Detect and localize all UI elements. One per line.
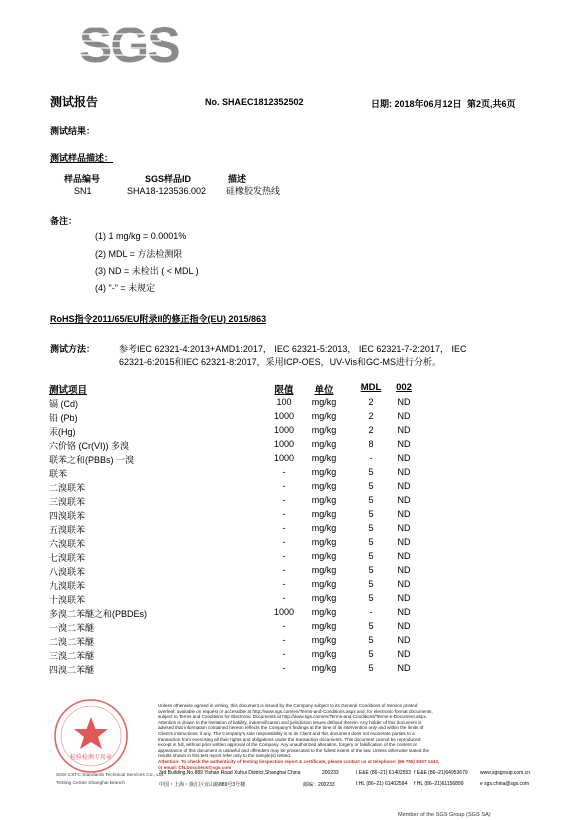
- table-row: [0, 411, 580, 424]
- results-label: 测试结果：: [50, 126, 96, 136]
- disclaimer-line: advised that information contained hereon reflects the Company's findings at the time of its intervention only and within the limits of: [158, 725, 424, 731]
- cell-limit: -: [282, 649, 286, 659]
- sample-id: SHA18-123536.002: [127, 186, 207, 196]
- cell-result: ND: [397, 649, 411, 659]
- cell-result: ND: [397, 411, 411, 421]
- cell-limit: -: [282, 523, 286, 533]
- table-row: [0, 439, 580, 452]
- table-row: [0, 425, 580, 438]
- table-row: [0, 607, 580, 620]
- cell-mdl: 5: [368, 593, 374, 603]
- cell-item: 三溴二苯醚: [49, 651, 95, 661]
- company-branch: Testing Center Shanghai Branch: [56, 781, 126, 786]
- disclaimer-line: Attention: To check the authenticity of testing /inspection report & certificate, please contact us at telephone: (86-755) 8307 1443,: [158, 758, 440, 764]
- cell-item: 联苯之和(PBBs) 一溴: [49, 455, 135, 465]
- cell-item: 十溴联苯: [49, 595, 86, 605]
- cell-result: ND: [397, 537, 411, 547]
- cell-unit: mg/kg: [311, 425, 337, 435]
- cell-limit: -: [282, 621, 286, 631]
- cell-result: ND: [397, 481, 411, 491]
- cell-limit: 1000: [273, 453, 295, 463]
- table-row: [0, 635, 580, 648]
- table-row: [0, 621, 580, 634]
- zip-en: 200233: [322, 770, 339, 776]
- sample-description: 硅橡胶发热线: [226, 186, 281, 196]
- cell-item: 多溴二苯醚之和(PBDEs): [49, 609, 148, 619]
- disclaimer-line: results shown in this test report refer only to the sample(s) tested.: [158, 753, 292, 759]
- cell-unit: mg/kg: [311, 607, 337, 617]
- cell-unit: mg/kg: [311, 551, 337, 561]
- table-row: [0, 453, 580, 466]
- cell-unit: mg/kg: [311, 467, 337, 477]
- sample-header-id: SGS样品ID: [145, 174, 192, 184]
- cell-limit: -: [282, 495, 286, 505]
- cell-result: ND: [397, 579, 411, 589]
- email-link[interactable]: e sgs.china@sgs.com: [480, 781, 529, 787]
- col-header-limit: 限值: [274, 385, 294, 396]
- cell-item: 四溴联苯: [49, 511, 86, 521]
- cell-result: ND: [397, 425, 411, 435]
- cell-result: ND: [397, 453, 411, 463]
- cell-unit: mg/kg: [311, 523, 337, 533]
- sample-header-number: 样品编号: [64, 174, 101, 184]
- cell-mdl: 5: [368, 565, 374, 575]
- col-header-unit: 单位: [314, 385, 334, 396]
- method-line: 参考IEC 62321-4:2013+AMD1:2017， IEC 62321-5:2013， IEC 62321-7-2:2017， IEC: [119, 344, 467, 354]
- cell-item: 四溴二苯醚: [49, 665, 95, 675]
- notes-label: 备注：: [50, 216, 78, 226]
- disclaimer-line: Attention is drawn to the limitation of liability, indemnification and jurisdiction issues defined therein. Any holder of this document is: [158, 719, 422, 725]
- cell-mdl: 5: [368, 467, 374, 477]
- cell-unit: mg/kg: [311, 565, 337, 575]
- sample-header-desc: 描述: [228, 174, 247, 184]
- cell-limit: -: [282, 579, 286, 589]
- cell-item: 镉 (Cd): [49, 399, 78, 409]
- table-row: [0, 565, 580, 578]
- method-label: 测试方法：: [50, 344, 96, 354]
- disclaimer-line: transaction from exercising all their rights and obligations under the transaction documents. This document cannot be reproduced: [158, 736, 421, 742]
- cell-mdl: 2: [368, 425, 374, 435]
- cell-result: ND: [397, 621, 411, 631]
- table-row: [0, 579, 580, 592]
- cell-unit: mg/kg: [311, 663, 337, 673]
- cell-unit: mg/kg: [311, 649, 337, 659]
- cell-unit: mg/kg: [311, 397, 337, 407]
- tel-en: t E&E (86–21) 61402553: [356, 770, 412, 776]
- cell-mdl: 8: [368, 439, 374, 449]
- cell-item: 八溴联苯: [49, 567, 86, 577]
- table-row: [0, 551, 580, 564]
- table-row: [0, 397, 580, 410]
- cell-mdl: 5: [368, 537, 374, 547]
- cell-item: 二溴联苯: [49, 483, 86, 493]
- cell-limit: -: [282, 509, 286, 519]
- cell-result: ND: [397, 551, 411, 561]
- report-title: 测试报告: [50, 95, 99, 109]
- sample-number: SN1: [74, 186, 92, 196]
- cell-result: ND: [397, 467, 411, 477]
- table-row: [0, 509, 580, 522]
- table-row: [0, 537, 580, 550]
- cell-result: ND: [397, 593, 411, 603]
- cell-unit: mg/kg: [311, 453, 337, 463]
- cell-unit: mg/kg: [311, 621, 337, 631]
- cell-item: 汞(Hg): [49, 427, 76, 437]
- cell-limit: -: [282, 481, 286, 491]
- cell-limit: 1000: [273, 411, 295, 421]
- disclaimer-block: [158, 703, 528, 770]
- address-cn: 中国・上海・徐汇区宜山路889号3号楼: [159, 782, 246, 788]
- cell-limit: 100: [276, 397, 292, 407]
- cell-item: 联苯: [49, 469, 68, 479]
- disclaimer-line: Client's instructions, if any. The Company's sole responsibility is to its Client and this document does not exonerate parties to a: [158, 730, 415, 736]
- table-row: [0, 523, 580, 536]
- table-row: [0, 663, 580, 676]
- sample-desc-label: 测试样品描述：: [50, 153, 114, 163]
- cell-result: ND: [397, 663, 411, 673]
- table-row: [0, 467, 580, 480]
- cell-limit: 1000: [273, 607, 295, 617]
- cell-limit: -: [282, 537, 286, 547]
- cell-limit: -: [282, 565, 286, 575]
- cell-mdl: -: [369, 453, 373, 463]
- cell-result: ND: [397, 509, 411, 519]
- report-date: 日期: 2018年06月12日: [371, 99, 462, 109]
- inspection-stamp: [52, 697, 130, 775]
- method-line: 62321-6:2015和IEC 62321-8:2017，采用ICP-OES，UV-Vis和GC-MS进行分析。: [119, 357, 441, 367]
- cell-result: ND: [397, 523, 411, 533]
- cell-mdl: 5: [368, 579, 374, 589]
- cell-item: 二溴二苯醚: [49, 637, 95, 647]
- report-number: No. SHAEC1812352502: [205, 97, 304, 107]
- sgs-logo: [77, 17, 179, 73]
- note-item: (2) MDL = 方法检测限: [95, 249, 183, 259]
- member-line: Member of the SGS Group (SGS SA): [398, 812, 491, 818]
- cell-mdl: 5: [368, 551, 374, 561]
- cell-item: 六溴联苯: [49, 539, 86, 549]
- cell-unit: mg/kg: [311, 537, 337, 547]
- fax-cn: f HL (86–21)61156899: [414, 781, 464, 787]
- page-indicator: 第2页,共6页: [467, 99, 516, 109]
- disclaimer-line: overleaf, available on request or accessible at http://www.sgs.com/en/Terms-and-Conditions.aspx and, for electronic format documents,: [158, 708, 433, 714]
- cell-unit: mg/kg: [311, 509, 337, 519]
- cell-mdl: 5: [368, 509, 374, 519]
- fax-en: f E&E (86–21)64953679: [414, 770, 468, 776]
- cell-item: 三溴联苯: [49, 497, 86, 507]
- cell-item: 一溴二苯醚: [49, 623, 95, 633]
- cell-limit: 1000: [273, 439, 295, 449]
- cell-limit: -: [282, 663, 286, 673]
- cell-limit: -: [282, 551, 286, 561]
- zip-cn: 邮编：200233: [303, 782, 335, 788]
- disclaimer-line: except in full, without prior written approval of the Company. Any unauthorized alteration, forgery or falsification of the content or: [158, 742, 418, 748]
- cell-result: ND: [397, 397, 411, 407]
- cell-limit: -: [282, 635, 286, 645]
- cell-mdl: 5: [368, 481, 374, 491]
- cell-item: 七溴联苯: [49, 553, 86, 563]
- cell-unit: mg/kg: [311, 495, 337, 505]
- note-item: (3) ND = 未检出 ( < MDL ): [95, 266, 199, 276]
- cell-mdl: 5: [368, 621, 374, 631]
- col-header-result: 002: [396, 382, 412, 393]
- cell-unit: mg/kg: [311, 593, 337, 603]
- cell-result: ND: [397, 607, 411, 617]
- cell-limit: -: [282, 467, 286, 477]
- cell-mdl: 5: [368, 635, 374, 645]
- table-header-row: [0, 382, 580, 395]
- cell-mdl: 5: [368, 663, 374, 673]
- table-row: [0, 593, 580, 606]
- cell-result: ND: [397, 439, 411, 449]
- table-row: [0, 495, 580, 508]
- disclaimer-line: or email: CN.Doccheck@sgs.com: [158, 764, 232, 770]
- cell-result: ND: [397, 495, 411, 505]
- col-header-mdl: MDL: [360, 382, 382, 393]
- company-name: SGS-CSTC Standards Technical Services Co., Ltd.: [56, 773, 165, 778]
- rohs-title: RoHS指令2011/65/EU附录II的修正指令(EU) 2015/863: [50, 314, 267, 324]
- cell-result: ND: [397, 635, 411, 645]
- cell-unit: mg/kg: [311, 439, 337, 449]
- col-header-item: 测试项目: [49, 385, 88, 396]
- cell-unit: mg/kg: [311, 635, 337, 645]
- cell-mdl: 2: [368, 411, 374, 421]
- disclaimer-line: appearance of this document is unlawful and offenders may be prosecuted to the fullest extent of the law. Unless otherwise stated the: [158, 747, 430, 753]
- cell-item: 六价铬 (Cr(VI)) 多溴: [49, 441, 129, 451]
- cell-limit: -: [282, 593, 286, 603]
- cell-mdl: 2: [368, 397, 374, 407]
- note-item: (4) "-" = 未规定: [95, 283, 156, 293]
- disclaimer-line: Unless otherwise agreed in writing, this document is issued by the Company subject to its General Conditions of Service printed: [158, 703, 418, 708]
- website-link[interactable]: www.sgsgroup.com.cn: [480, 770, 531, 776]
- note-item: (1) 1 mg/kg = 0.0001%: [95, 231, 187, 241]
- sgs-logo-text: SGS: [79, 17, 179, 73]
- address-en: 3rd Building,No.889 Yishan Road Xuhui District,Shanghai China: [159, 770, 301, 776]
- cell-mdl: -: [369, 607, 373, 617]
- disclaimer-line: subject to Terms and Conditions for Electronic Documents at http://www.sgs.com/en/Terms-and-Conditions/Terms-e-Document.aspx.: [158, 714, 428, 720]
- stamp-text: 检验检测专用章: [69, 754, 113, 761]
- cell-mdl: 5: [368, 649, 374, 659]
- cell-item: 九溴联苯: [49, 581, 86, 591]
- cell-item: 铅 (Pb): [49, 413, 78, 423]
- cell-result: ND: [397, 565, 411, 575]
- tel-cn: t HL (86–21) 61402594: [356, 781, 408, 787]
- cell-unit: mg/kg: [311, 411, 337, 421]
- cell-mdl: 5: [368, 523, 374, 533]
- cell-unit: mg/kg: [311, 579, 337, 589]
- cell-limit: 1000: [273, 425, 295, 435]
- table-row: [0, 481, 580, 494]
- cell-mdl: 5: [368, 495, 374, 505]
- table-row: [0, 649, 580, 662]
- cell-unit: mg/kg: [311, 481, 337, 491]
- cell-item: 五溴联苯: [49, 525, 86, 535]
